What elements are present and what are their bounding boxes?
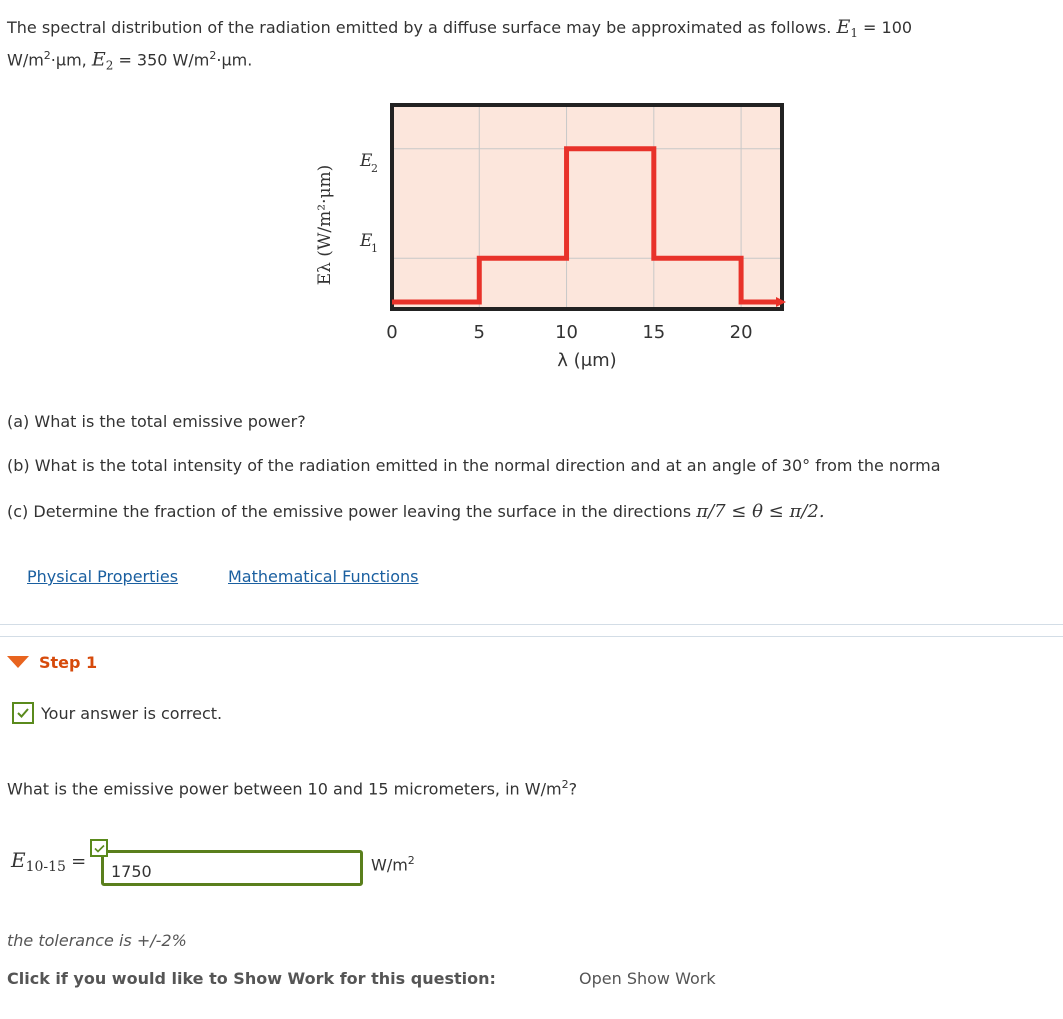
y-tick-e1-sub: 1 (371, 242, 378, 255)
open-show-work-link[interactable]: Open Show Work (579, 969, 716, 988)
tolerance-note: the tolerance is +/-2% (7, 931, 187, 950)
step-question-sup: 2 (561, 778, 569, 791)
e2-symbol: E (91, 48, 106, 71)
question-c (7, 501, 825, 523)
e2-value: = 350 W/m (118, 50, 210, 70)
step-title: Step 1 (39, 653, 98, 672)
e1-value: = 100 (863, 18, 913, 37)
e1-unit: W/m (7, 50, 44, 70)
e1-unit-b: ·μm, (50, 50, 87, 70)
x-tick-label-4: 20 (729, 322, 753, 343)
y-tick-e1-symbol: E (360, 231, 373, 251)
e1-sub: 1 (850, 26, 858, 41)
problem-intro-line1 (7, 16, 912, 44)
eq-sub: 10-15 (25, 859, 66, 875)
e1-unit-sup: 2 (43, 49, 51, 62)
section-divider-top (0, 624, 1063, 625)
show-work-label: Click if you would like to Show Work for this question: (7, 969, 496, 988)
x-axis-label: λ (μm) (557, 350, 617, 371)
answer-unit (371, 854, 415, 874)
plot-frame (392, 105, 782, 309)
correct-check-icon (90, 839, 108, 857)
answer-input[interactable]: 1750 (101, 850, 363, 886)
y-tick-e2-symbol: E (360, 151, 373, 171)
status-text: Your answer is correct. (41, 703, 223, 723)
question-c-math: π/7 ≤ θ ≤ π/2. (696, 501, 825, 522)
physical-properties-link[interactable]: Physical Properties (27, 567, 179, 586)
x-tick-labels (386, 322, 752, 343)
question-b: (b) What is the total intensity of the radiation emitted in the normal direction and at an angle of 30° from the norma (7, 456, 941, 475)
step-question-end: ? (568, 779, 578, 799)
y-tick-e1 (359, 231, 378, 255)
question-a: (a) What is the total emissive power? (7, 412, 306, 431)
spectral-distribution-figure (300, 100, 800, 380)
e2-unit-sup: 2 (209, 49, 217, 62)
x-tick-label-1: 5 (473, 322, 485, 343)
section-divider-bottom (0, 636, 1063, 637)
answer-status (12, 702, 222, 724)
e1-symbol: E (836, 16, 851, 38)
caret-down-icon (7, 656, 29, 670)
x-tick-label-3: 15 (642, 322, 666, 343)
intro-text: The spectral distribution of the radiation emitted by a diffuse surface may be approximated as follows. (7, 18, 832, 37)
y-tick-e2 (359, 151, 378, 175)
eq-sign: = (71, 851, 87, 872)
problem-intro-line2 (7, 45, 252, 77)
step-header[interactable] (7, 653, 97, 672)
mathematical-functions-link[interactable]: Mathematical Functions (228, 567, 419, 586)
check-icon (12, 702, 34, 724)
e2-unit-b: ·μm. (216, 50, 253, 70)
unit-text: W/m (371, 855, 408, 875)
e2-sub: 2 (105, 58, 114, 73)
x-tick-label-2: 10 (555, 322, 578, 343)
step-question-text: What is the emissive power between 10 and 15 micrometers, in W/m (7, 779, 562, 799)
equation-label (11, 848, 87, 875)
step-question (7, 774, 577, 800)
eq-symbol: E (11, 848, 26, 872)
y-tick-e2-sub: 2 (371, 162, 378, 175)
y-axis-label: Eλ (W/m²·μm) (315, 164, 335, 286)
unit-sup: 2 (407, 854, 415, 867)
question-c-text: (c) Determine the fraction of the emissive power leaving the surface in the directions (7, 502, 692, 521)
x-tick-label-0: 0 (386, 322, 398, 343)
